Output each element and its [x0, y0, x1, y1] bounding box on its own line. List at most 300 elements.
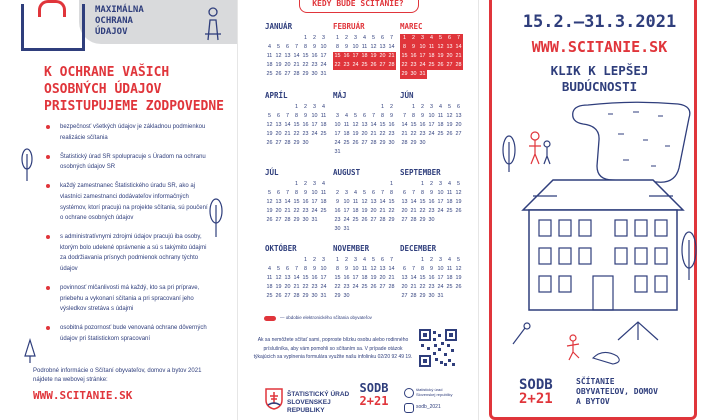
calendar-day: 25: [446, 284, 453, 290]
calendar-day: 5: [448, 104, 451, 110]
month-name: AUGUST: [333, 168, 361, 177]
calendar-day: 8: [304, 44, 307, 50]
tagline: KLIK K LEPŠEJ BUDÚCNOSTI: [550, 63, 649, 94]
calendar-day: 21: [410, 284, 417, 290]
calendar-day: 20: [275, 208, 282, 214]
calendar-day: 21: [388, 275, 395, 281]
calendar-day: 17: [428, 122, 435, 128]
month-days: [333, 103, 395, 157]
calendar-day: 23: [410, 62, 417, 68]
calendar-day: 28: [410, 293, 417, 299]
calendar-day: 19: [361, 208, 368, 214]
calendar-day: 29: [388, 217, 395, 223]
facebook-icon[interactable]: [404, 388, 414, 398]
calendar-day: 19: [455, 199, 462, 205]
calendar-day: 18: [446, 199, 453, 205]
calendar-day: 12: [275, 275, 282, 281]
protection-badge: MAXIMÁLNA OCHRANA ÚDAJOV: [95, 5, 144, 37]
calendar-day: 7: [454, 34, 463, 43]
calendar-day: 5: [268, 190, 271, 196]
calendar-day: 6: [277, 190, 280, 196]
month-days: [333, 256, 395, 301]
calendar-day: 13: [379, 266, 386, 272]
calendar-day: 17: [437, 199, 444, 205]
calendar-day: 14: [388, 266, 395, 272]
calendar-day: 4: [268, 44, 271, 50]
calendar-day: 17: [419, 53, 426, 59]
calendar-day: 24: [419, 62, 426, 68]
calendar-day: 19: [352, 131, 359, 137]
calendar-day: 15: [334, 275, 341, 281]
calendar-day: 27: [284, 293, 291, 299]
calendar-day: 19: [437, 53, 444, 59]
calendar-day: 7: [403, 113, 406, 119]
state-emblem-icon: [265, 388, 283, 410]
calendar-day: 21: [284, 208, 291, 214]
calendar-day: 23: [311, 284, 318, 290]
calendar-day: 22: [302, 62, 309, 68]
calendar-day: 13: [284, 275, 291, 281]
calendar-day: 6: [381, 257, 384, 263]
calendar-day: 6: [372, 190, 375, 196]
calendar-day: 30: [428, 293, 435, 299]
calendar-day: 15: [293, 199, 300, 205]
calendar-day: 9: [304, 113, 307, 119]
calendar-day: 3: [322, 257, 325, 263]
calendar-day: 18: [320, 122, 327, 128]
calendar-day: 12: [370, 44, 377, 50]
calendar-day: 15: [388, 199, 395, 205]
calendar-day: 9: [304, 190, 307, 196]
calendar-day: 6: [286, 266, 289, 272]
calendar-day: 29: [419, 217, 426, 223]
calendar-day: 9: [409, 43, 418, 52]
calendar-day: 15: [302, 53, 309, 59]
month-jún: [400, 91, 462, 148]
calendar-day: 22: [293, 131, 300, 137]
calendar-day: 21: [401, 131, 408, 137]
calendar-day: 12: [266, 122, 273, 128]
calendar-day: 22: [334, 284, 341, 290]
calendar-day: 12: [455, 266, 462, 272]
calendar-day: 3: [313, 181, 316, 187]
calendar-day: 27: [401, 217, 408, 223]
calendar-day: 25: [266, 293, 273, 299]
calendar-day: 22: [419, 284, 426, 290]
calendar-day: 15: [401, 53, 408, 59]
list-item: s administratívnymi zdrojmi údajov pracujú iba osoby, ktorým bolo udelené oprávnenie a sú s takýmito údajmi za dodržiavania prísnych podmienok ochrany týchto údajov: [60, 232, 210, 274]
calendar-legend: [264, 315, 372, 321]
tree-icon: [20, 148, 34, 182]
calendar-day: 30: [334, 226, 341, 232]
calendar-day: 31: [320, 293, 327, 299]
calendar-day: 27: [446, 62, 453, 68]
calendar-day: 1: [400, 34, 409, 43]
calendar-day: 21: [455, 53, 462, 59]
calendar-day: 29: [401, 71, 408, 77]
month-days: [400, 256, 462, 301]
calendar-day: 6: [381, 35, 384, 41]
month-days: [333, 34, 395, 70]
census-dates: 15.2.–31.3.2021: [522, 12, 677, 32]
calendar-day: 30: [419, 140, 426, 146]
calendar-day: 15: [419, 275, 426, 281]
month-name: JANUÁR: [265, 22, 293, 31]
calendar-day: 31: [334, 149, 341, 155]
facebook-handle[interactable]: štatistický úrad Slovenskej republiky: [416, 387, 453, 397]
calendar-day: 2: [345, 257, 348, 263]
month-days: [265, 256, 327, 301]
calendar-day: 8: [381, 113, 384, 119]
calendar-day: 3: [354, 35, 357, 41]
calendar-day: 29: [293, 217, 300, 223]
calendar-day: 3: [322, 35, 325, 41]
calendar-day: 10: [311, 190, 318, 196]
calendar-day: 10: [419, 44, 426, 50]
calendar-day: 8: [421, 266, 424, 272]
calendar-day: 4: [439, 104, 442, 110]
sodb-caption: SČÍTANIE OBYVATEĽOV, DOMOV A BYTOV: [576, 377, 658, 406]
month-name: JÚN: [400, 91, 414, 100]
calendar-day: 23: [334, 217, 341, 223]
calendar-day: 3: [430, 104, 433, 110]
calendar-day: 14: [284, 199, 291, 205]
calendar-day: 24: [311, 208, 318, 214]
calendar-day: 18: [361, 53, 368, 59]
calendar-day: 14: [293, 53, 300, 59]
calendar-day: 11: [352, 199, 359, 205]
calendar-day: 27: [401, 293, 408, 299]
calendar-day: 5: [277, 44, 280, 50]
calendar-day: 19: [455, 275, 462, 281]
month-marec: [400, 22, 462, 79]
calendar-day: 17: [311, 122, 318, 128]
calendar-day: 13: [370, 199, 377, 205]
calendar-day: 31: [419, 71, 426, 77]
calendar-day: 25: [428, 62, 435, 68]
month-days: [400, 34, 462, 79]
calendar-day: 27: [275, 217, 282, 223]
calendar-day: 7: [295, 266, 298, 272]
calendar-day: 5: [268, 113, 271, 119]
calendar-day: 4: [448, 181, 451, 187]
calendar-day: 20: [379, 53, 386, 59]
calendar-day: 4: [345, 113, 348, 119]
calendar-day: 30: [343, 293, 350, 299]
calendar-day: 9: [390, 113, 393, 119]
calendar-day: 21: [379, 208, 386, 214]
instagram-icon[interactable]: [404, 403, 414, 413]
calendar-day: 12: [352, 122, 359, 128]
calendar-day: 3: [418, 34, 427, 43]
calendar-day: 20: [455, 122, 462, 128]
calendar-day: 19: [370, 275, 377, 281]
calendar-day: 18: [361, 275, 368, 281]
calendar-day: 25: [446, 208, 453, 214]
data-protection-panel: [0, 0, 237, 420]
calendar-heading: KEDY BUDE SČÍTANIE?: [312, 0, 404, 8]
calendar-day: 11: [266, 275, 273, 281]
office-name: ŠTATISTICKÝ ÚRAD SLOVENSKEJ REPUBLIKY: [287, 391, 350, 414]
calendar-day: 5: [372, 35, 375, 41]
calendar-day: 10: [334, 122, 341, 128]
calendar-day: 20: [284, 284, 291, 290]
calendar-day: 16: [334, 208, 341, 214]
calendar-day: 21: [284, 131, 291, 137]
calendar-day: 22: [334, 62, 341, 68]
calendar-day: 9: [430, 266, 433, 272]
calendar-day: 28: [293, 293, 300, 299]
calendar-day: 18: [343, 131, 350, 137]
calendar-day: 25: [343, 140, 350, 146]
calendar-day: 16: [410, 53, 417, 59]
calendar-day: 30: [410, 71, 417, 77]
calendar-day: 20: [446, 53, 453, 59]
calendar-day: 2: [409, 34, 418, 43]
calendar-day: 7: [381, 190, 384, 196]
calendar-day: 16: [428, 199, 435, 205]
qr-code[interactable]: [419, 329, 457, 367]
calendar-day: 26: [275, 71, 282, 77]
calendar-day: 25: [361, 284, 368, 290]
lock-shackle-icon: [38, 0, 66, 17]
calendar-day: 16: [302, 122, 309, 128]
calendar-day: 23: [388, 131, 395, 137]
month-days: [400, 103, 462, 148]
calendar-day: 31: [311, 217, 318, 223]
calendar-day: 11: [361, 44, 368, 50]
calendar-day: 5: [277, 266, 280, 272]
calendar-day: 13: [275, 199, 282, 205]
calendar-day: 1: [390, 181, 393, 187]
calendar-day: 7: [390, 257, 393, 263]
calendar-day: 9: [313, 266, 316, 272]
calendar-day: 29: [293, 140, 300, 146]
calendar-day: 17: [311, 199, 318, 205]
calendar-day: 28: [455, 62, 462, 68]
calendar-day: 8: [336, 266, 339, 272]
calendar-day: 1: [295, 181, 298, 187]
calendar-day: 27: [379, 62, 386, 68]
calendar-day: 20: [275, 131, 282, 137]
calendar-day: 3: [313, 104, 316, 110]
calendar-day: 15: [302, 275, 309, 281]
calendar-day: 10: [428, 113, 435, 119]
calendar-day: 6: [445, 34, 454, 43]
calendar-day: 30: [311, 71, 318, 77]
calendar-day: 7: [295, 44, 298, 50]
calendar-day: 4: [322, 104, 325, 110]
calendar-day: 2: [313, 257, 316, 263]
calendar-day: 11: [428, 44, 435, 50]
calendar-day: 1: [304, 35, 307, 41]
calendar-day: 8: [421, 190, 424, 196]
calendar-day: 29: [379, 140, 386, 146]
protection-list: [60, 122, 210, 353]
calendar-day: 22: [302, 284, 309, 290]
calendar-day: 4: [363, 257, 366, 263]
calendar-day: 2: [304, 104, 307, 110]
calendar-day: 10: [437, 266, 444, 272]
cover-panel: [479, 0, 720, 420]
calendar-day: 20: [379, 275, 386, 281]
calendar-day: 22: [410, 131, 417, 137]
calendar-day: 15: [419, 199, 426, 205]
calendar-day: 27: [284, 71, 291, 77]
calendar-day: 5: [354, 113, 357, 119]
calendar-day: 20: [370, 208, 377, 214]
calendar-day: 5: [372, 257, 375, 263]
calendar-day: 7: [286, 113, 289, 119]
month-name: SEPTEMBER: [400, 168, 441, 177]
calendar-day: 1: [421, 181, 424, 187]
calendar-day: 2: [313, 35, 316, 41]
calendar-day: 24: [320, 62, 327, 68]
calendar-day: 24: [437, 208, 444, 214]
calendar-day: 20: [401, 284, 408, 290]
calendar-day: 12: [437, 44, 444, 50]
calendar-day: 25: [320, 131, 327, 137]
calendar-day: 4: [427, 34, 436, 43]
calendar-day: 28: [284, 217, 291, 223]
tree-icon: [208, 197, 224, 239]
calendar-day: 22: [379, 131, 386, 137]
calendar-day: 8: [400, 43, 409, 52]
instagram-handle[interactable]: sodb_2021: [416, 404, 441, 410]
month-days: [265, 180, 327, 225]
calendar-day: 2: [345, 35, 348, 41]
calendar-day: 12: [275, 53, 282, 59]
calendar-day: 6: [403, 266, 406, 272]
calendar-day: 23: [302, 208, 309, 214]
month-days: [400, 180, 462, 225]
calendar-day: 3: [345, 190, 348, 196]
calendar-day: 29: [302, 293, 309, 299]
calendar-day: 8: [390, 190, 393, 196]
month-name: MAREC: [400, 22, 423, 31]
month-december: [400, 244, 462, 301]
calendar-day: 30: [302, 217, 309, 223]
month-október: [265, 244, 327, 301]
calendar-day: 2: [390, 104, 393, 110]
calendar-day: 15: [379, 122, 386, 128]
calendar-day: 30: [311, 293, 318, 299]
calendar-day: 29: [410, 140, 417, 146]
calendar-day: 4: [268, 266, 271, 272]
footer-text: Podrobné informácie o Sčítaní obyvateľov, domov a bytov 2021 nájdete na webovej stránke:: [33, 368, 202, 383]
calendar-day: 6: [363, 113, 366, 119]
calendar-day: 8: [295, 190, 298, 196]
calendar-day: 11: [361, 266, 368, 272]
calendar-day: 21: [293, 284, 300, 290]
calendar-day: 25: [352, 217, 359, 223]
calendar-day: 23: [343, 284, 350, 290]
calendar-day: 6: [403, 190, 406, 196]
calendar-day: 9: [345, 266, 348, 272]
calendar-day: 26: [446, 131, 453, 137]
calendar-day: 5: [363, 190, 366, 196]
calendar-day: 26: [370, 62, 377, 68]
calendar-day: 11: [437, 113, 444, 119]
calendar-day: 27: [370, 217, 377, 223]
calendar-day: 8: [336, 44, 339, 50]
website-link[interactable]: WWW.SCITANIE.SK: [33, 389, 133, 402]
calendar-day: 19: [446, 122, 453, 128]
calendar-day: 3: [439, 181, 442, 187]
calendar-day: 21: [293, 62, 300, 68]
calendar-day: 14: [401, 122, 408, 128]
calendar-day: 22: [401, 62, 408, 68]
month-apríl: [265, 91, 327, 148]
calendar-day: 7: [412, 190, 415, 196]
calendar-day: 26: [266, 140, 273, 146]
calendar-day: 13: [379, 44, 386, 50]
month-január: [265, 22, 327, 79]
calendar-day: 21: [388, 53, 395, 59]
calendar-day: 31: [343, 226, 350, 232]
calendar-day: 13: [401, 275, 408, 281]
calendar-day: 28: [284, 140, 291, 146]
calendar-day: 25: [437, 131, 444, 137]
calendar-day: 20: [361, 131, 368, 137]
calendar-day: 16: [388, 122, 395, 128]
calendar-day: 13: [446, 44, 453, 50]
calendar-day: 13: [284, 53, 291, 59]
calendar-day: 23: [428, 284, 435, 290]
website-link[interactable]: WWW.SCITANIE.SK: [531, 38, 668, 56]
calendar-day: 19: [266, 208, 273, 214]
month-november: [333, 244, 395, 301]
calendar-day: 30: [302, 140, 309, 146]
calendar-day: 22: [419, 208, 426, 214]
calendar-day: 28: [410, 217, 417, 223]
month-days: [265, 34, 327, 79]
calendar-day: 15: [334, 53, 341, 59]
calendar-day: 25: [320, 208, 327, 214]
calendar-day: 18: [446, 275, 453, 281]
calendar-day: 3: [439, 257, 442, 263]
calendar-day: 13: [401, 199, 408, 205]
calendar-day: 26: [455, 284, 462, 290]
calendar-day: 24: [311, 131, 318, 137]
sodb-logo-bottom: 2+21: [519, 391, 553, 407]
calendar-day: 14: [284, 122, 291, 128]
calendar-day: 7: [390, 35, 393, 41]
calendar-day: 25: [266, 71, 273, 77]
calendar-day: 26: [437, 62, 444, 68]
calendar-day: 2: [430, 257, 433, 263]
calendar-day: 10: [311, 113, 318, 119]
month-september: [400, 168, 462, 225]
calendar-day: 10: [343, 199, 350, 205]
calendar-day: 30: [388, 140, 395, 146]
calendar-day: 14: [410, 199, 417, 205]
calendar-day: 28: [293, 71, 300, 77]
calendar-day: 18: [266, 62, 273, 68]
calendar-day: 26: [352, 140, 359, 146]
list-item: Štatistický úrad SR spolupracuje s Úradom na ochranu osobných údajov SR: [60, 152, 210, 173]
calendar-day: 12: [370, 266, 377, 272]
calendar-day: 5: [436, 34, 445, 43]
panel-title: K OCHRANE VAŠICH OSOBNÝCH ÚDAJOV PRISTUPUJEME ZODPOVEDNE: [44, 65, 225, 114]
person-icon: [202, 6, 224, 42]
calendar-day: 31: [320, 71, 327, 77]
calendar-day: 12: [266, 199, 273, 205]
calendar-day: 20: [401, 208, 408, 214]
calendar-day: 11: [446, 266, 453, 272]
calendar-day: 29: [334, 293, 341, 299]
calendar-day: 24: [437, 284, 444, 290]
